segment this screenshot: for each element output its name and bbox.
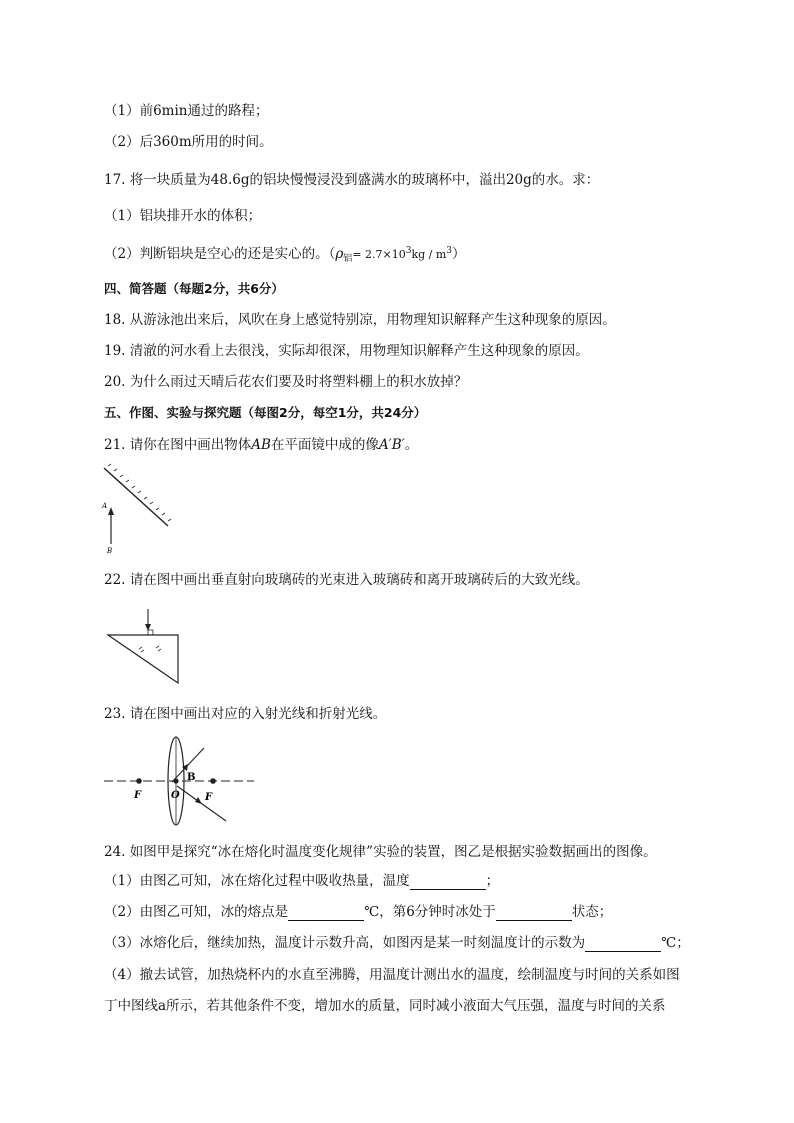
q24-part1-end: ； — [485, 873, 500, 889]
q17-part2 — [104, 242, 466, 268]
object-ab-arrowhead — [108, 507, 114, 515]
mirror-hatching — [108, 464, 171, 521]
focal-point-right — [210, 778, 216, 784]
q24-part3-end: ℃； — [661, 935, 690, 951]
rho-value: = 2.7×10 — [352, 248, 406, 261]
label-f-right: F — [205, 792, 213, 803]
section-4-heading: 四、简答题（每题2分，共6分） — [104, 281, 284, 296]
glass-prism — [108, 635, 178, 683]
q21-image-ab: A′B′ — [378, 437, 405, 453]
q24-part4-line2: 丁中图线a所示，若其他条件不变，增加水的质量，同时减小液面大气压强，温度与时间的关系 — [104, 998, 666, 1014]
section-5-heading: 五、作图、实验与探究题（每图2分，每空1分，共24分） — [104, 405, 427, 420]
q22: 22. 请在图中画出垂直射向玻璃砖的光束进入玻璃砖和离开玻璃砖后的大致光线。 — [104, 572, 589, 588]
q16-part2: （2）后360m所用的时间。 — [104, 134, 273, 150]
q20: 20. 为什么雨过天晴后花农们要及时将塑料棚上的积水放掉？ — [104, 374, 468, 390]
prism-figure — [104, 605, 186, 687]
q24-stem: 24. 如图甲是探究“冰在熔化时温度变化规律”实验的装置，图乙是根据实验数据画出的图像。 — [104, 844, 657, 860]
q17-stem: 17. 将一块质量为48.6g的铝块慢慢浸没到盛满水的玻璃杯中，溢出20g的水。求： — [104, 172, 600, 188]
answer-blank-4[interactable] — [585, 937, 661, 952]
q21-text-end: 。 — [404, 437, 419, 453]
rho-symbol: ρ — [335, 246, 344, 262]
answer-blank-2[interactable] — [288, 906, 364, 921]
q24-part2-mid: ℃，第6分钟时冰处于 — [364, 904, 496, 920]
focal-point-left — [136, 778, 142, 784]
q16-part1: （1）前6min通过的路程； — [104, 103, 269, 119]
mirror-figure — [98, 462, 178, 562]
q23: 23. 请在图中画出对应的入射光线和折射光线。 — [104, 706, 387, 722]
right-angle-mark — [148, 630, 153, 635]
q17-part1: （1）铝块排开水的体积； — [104, 208, 262, 224]
q17-part2-text: （2）判断铝块是空心的还是实心的。（ — [104, 246, 336, 262]
q24-part3-text: （3）冰熔化后，继续加热，温度计示数升高，如图丙是某一时刻温度计的示数为 — [104, 935, 586, 951]
q24-part1-text: （1）由图乙可知，冰在熔化过程中吸收热量，温度 — [104, 873, 410, 889]
q21-object-ab: AB — [251, 437, 271, 453]
mirror-line — [104, 468, 168, 526]
q21-text-mid: 在平面镜中成的像 — [270, 437, 379, 453]
q24-part4-line1: （4）撤去试管，加热烧杯内的水直至沸腾，用温度计测出水的温度，绘制温度与时间的关系如图 — [104, 967, 680, 983]
q17-part2-close: ） — [452, 246, 466, 262]
q21 — [104, 436, 418, 454]
label-b-lens: B — [187, 772, 196, 783]
rho-exponent: 3 — [405, 246, 412, 256]
q24-part2 — [104, 903, 612, 921]
glass-texture — [139, 646, 161, 652]
label-b: B — [107, 547, 113, 555]
q24-part1 — [104, 872, 499, 890]
label-o: O — [171, 790, 180, 801]
q24-part2-text: （2）由图乙可知，冰的熔点是 — [104, 904, 289, 920]
ray-parallel-arrowhead — [195, 797, 202, 804]
q24-part2-end: 状态； — [571, 904, 613, 920]
answer-blank-1[interactable] — [410, 875, 486, 890]
q19: 19. 清澈的河水看上去很浅，实际却很深，用物理知识解释产生这种现象的原因。 — [104, 343, 589, 359]
q18: 18. 从游泳池出来后，风吹在身上感觉特别凉，用物理知识解释产生这种现象的原因。 — [104, 312, 616, 328]
rho-subscript: 铝 — [343, 254, 353, 264]
label-f-left: F — [134, 790, 142, 801]
q24-part3 — [104, 934, 690, 952]
label-a: A — [102, 502, 108, 510]
rho-unit-exponent: 3 — [446, 246, 453, 256]
answer-blank-3[interactable] — [496, 906, 572, 921]
rho-unit: kg / m — [411, 248, 447, 261]
optical-center — [173, 778, 178, 783]
q21-text: 21. 请你在图中画出物体 — [104, 437, 252, 453]
lens-figure — [104, 736, 254, 830]
